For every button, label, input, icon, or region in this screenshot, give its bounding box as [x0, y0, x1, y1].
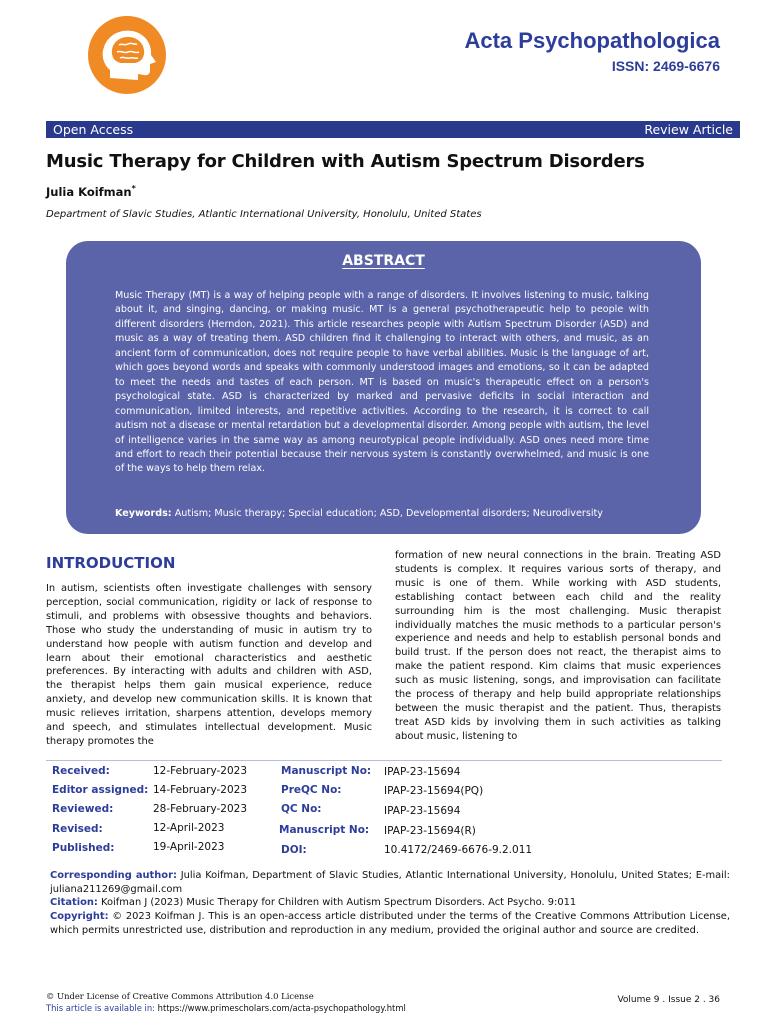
revised-label: Revised: — [52, 823, 103, 835]
published-label: Published: — [52, 842, 115, 854]
availability-url[interactable]: https://www.primescholars.com/acta-psychopathology.html — [154, 1003, 406, 1013]
article-type-label: Review Article — [644, 122, 733, 137]
author-mark: * — [131, 184, 136, 193]
article-title: Music Therapy for Children with Autism Spectrum Disorders — [46, 151, 645, 172]
abstract-heading: ABSTRACT — [342, 253, 425, 269]
citation-label: Citation: — [50, 897, 98, 909]
revised-manuscript-no-value: IPAP-23-15694(R) — [384, 825, 476, 837]
manuscript-no-label: Manuscript No: — [281, 765, 372, 777]
copyright — [50, 910, 730, 937]
keywords-text: Autism; Music therapy; Special education; ASD, Developmental disorders; Neurodiversity — [171, 508, 603, 519]
reviewed-label: Reviewed: — [52, 803, 114, 815]
revised-value: 12-April-2023 — [153, 822, 225, 834]
article-type-band — [46, 121, 740, 138]
corresponding-label: Corresponding author: — [50, 870, 177, 881]
manuscript-no-value: IPAP-23-15694 — [384, 766, 461, 778]
copyright-text: © 2023 Koifman J. This is an open-access article distributed under the terms of the Creative Commons Attribution License, which permits unrestricted use, distribution and reproduction in any medium, provided the original author and source are credited. — [50, 911, 730, 936]
abstract-box — [66, 241, 701, 534]
keywords — [115, 507, 675, 521]
copyright-label: Copyright: — [50, 911, 109, 923]
footer-notes — [50, 869, 730, 938]
availability-label: This article is available in: — [46, 1003, 155, 1013]
citation-text: Koifman J (2023) Music Therapy for Children with Autism Spectrum Disorders. Act Psycho. 9:011 — [97, 897, 577, 909]
preqc-no-value: IPAP-23-15694(PQ) — [384, 785, 484, 797]
affiliation: Department of Slavic Studies, Atlantic International University, Honolulu, United States — [46, 209, 482, 220]
journal-name: Acta Psychopathologica — [464, 28, 720, 53]
qc-no-value: IPAP-23-15694 — [384, 805, 461, 817]
editor-assigned-label: Editor assigned: — [52, 784, 149, 796]
introduction-column-left: In autism, scientists often investigate challenges with sensory perception, social communication, rigidity or lack of response to stimuli, and problems with obsessive thoughts and behaviors. Those who study the understanding of music in autism try to understand how people with autism function and develop and learn about their emotional characteristics and aesthetic preferences. By interacting with adults and children with ASD, the therapist helps them gain musical experience, reduce anxiety, and develop new communication skills. It is known that music relieves irritation, sharpens attention, develops memory and speech, and stimulates intellectual development. Music therapy promotes the — [46, 583, 372, 747]
author-name: Julia Koifman — [46, 184, 132, 199]
citation — [50, 896, 730, 910]
preqc-no-label: PreQC No: — [281, 784, 342, 796]
keywords-label: Keywords: — [115, 508, 172, 519]
volume-issue: Volume 9 . Issue 2 . 36 — [617, 995, 720, 1005]
revised-manuscript-no-label: Manuscript No: — [279, 824, 370, 836]
manuscript-divider — [46, 760, 722, 761]
received-value: 12-February-2023 — [153, 765, 248, 777]
introduction-heading: INTRODUCTION — [46, 554, 176, 572]
published-value: 19-April-2023 — [153, 841, 225, 853]
qc-no-label: QC No: — [281, 803, 322, 815]
open-access-label: Open Access — [53, 122, 134, 137]
corresponding-author — [50, 869, 730, 896]
availability-note — [46, 1003, 406, 1013]
issn: ISSN: 2469-6676 — [611, 58, 720, 74]
license-note: © Under License of Creative Commons Attribution 4.0 License — [46, 991, 314, 1001]
editor-assigned-value: 14-February-2023 — [153, 784, 248, 796]
head-brain-logo-icon — [86, 14, 168, 96]
abstract-text: Music Therapy (MT) is a way of helping people with a range of disorders. It involves listening to music, talking about it, and singing, dancing, or making music. MT is a general psychotherapeutic help to people with different disorders (Herndon, 2021). This article researches people with Autism Spectrum Disorder (ASD) and music as a way of treating them. ASD children find it challenging to interact with others, and music, as an ancient form of communication, does not require people to have verbal abilities. Music is the language of art, which goes beyond words and speaks with commonly understood images and emotions, so it can be adapted to meet the needs and tastes of each person. MT is based on music's therapeutic effect on a person's psychological state. ASD is characterized by marked and pervasive deficits in social interaction and communication, limited interests, and repetitive activities. According to the research, it is correct to call autism not a disease or mental retardation but a developmental disorder. Among people with autism, the level of intelligence varies in the same way as among neurotypical people individually. ASD ones need more time and effort to reach their potential because their nervous system is constantly overwhelmed, and music is one of the ways to help them relax. — [115, 290, 649, 475]
reviewed-value: 28-February-2023 — [153, 803, 248, 815]
doi-label: DOI: — [281, 844, 307, 856]
author-line — [46, 184, 136, 199]
corresponding-text: Julia Koifman, Department of Slavic Studies, Atlantic International University, Honolulu, United States; E-mail: juliana211269@gmail.com — [50, 870, 730, 895]
doi-value: 10.4172/2469-6676-9.2.011 — [384, 844, 533, 856]
introduction-column-right: formation of new neural connections in the brain. Treating ASD students is complex. It requires various sorts of therapy, and music is one of them. While working with ASD students, establishing contact between each child and the reality surrounding him is the most challenging. Music therapist individually matches the music methods to a particular person's experience and needs and help to establish personal bonds and build trust. If the person does not react, the therapist aims to make the patient respond. Kim claims that music experiences such as music listening, songs, and improvisation can facilitate the process of therapy and help build appropriate relationships between the music therapist and the patient. Thus, therapists treat ASD kids by involving them in such activities as talking about music, listening to — [395, 550, 721, 742]
received-label: Received: — [52, 765, 110, 777]
